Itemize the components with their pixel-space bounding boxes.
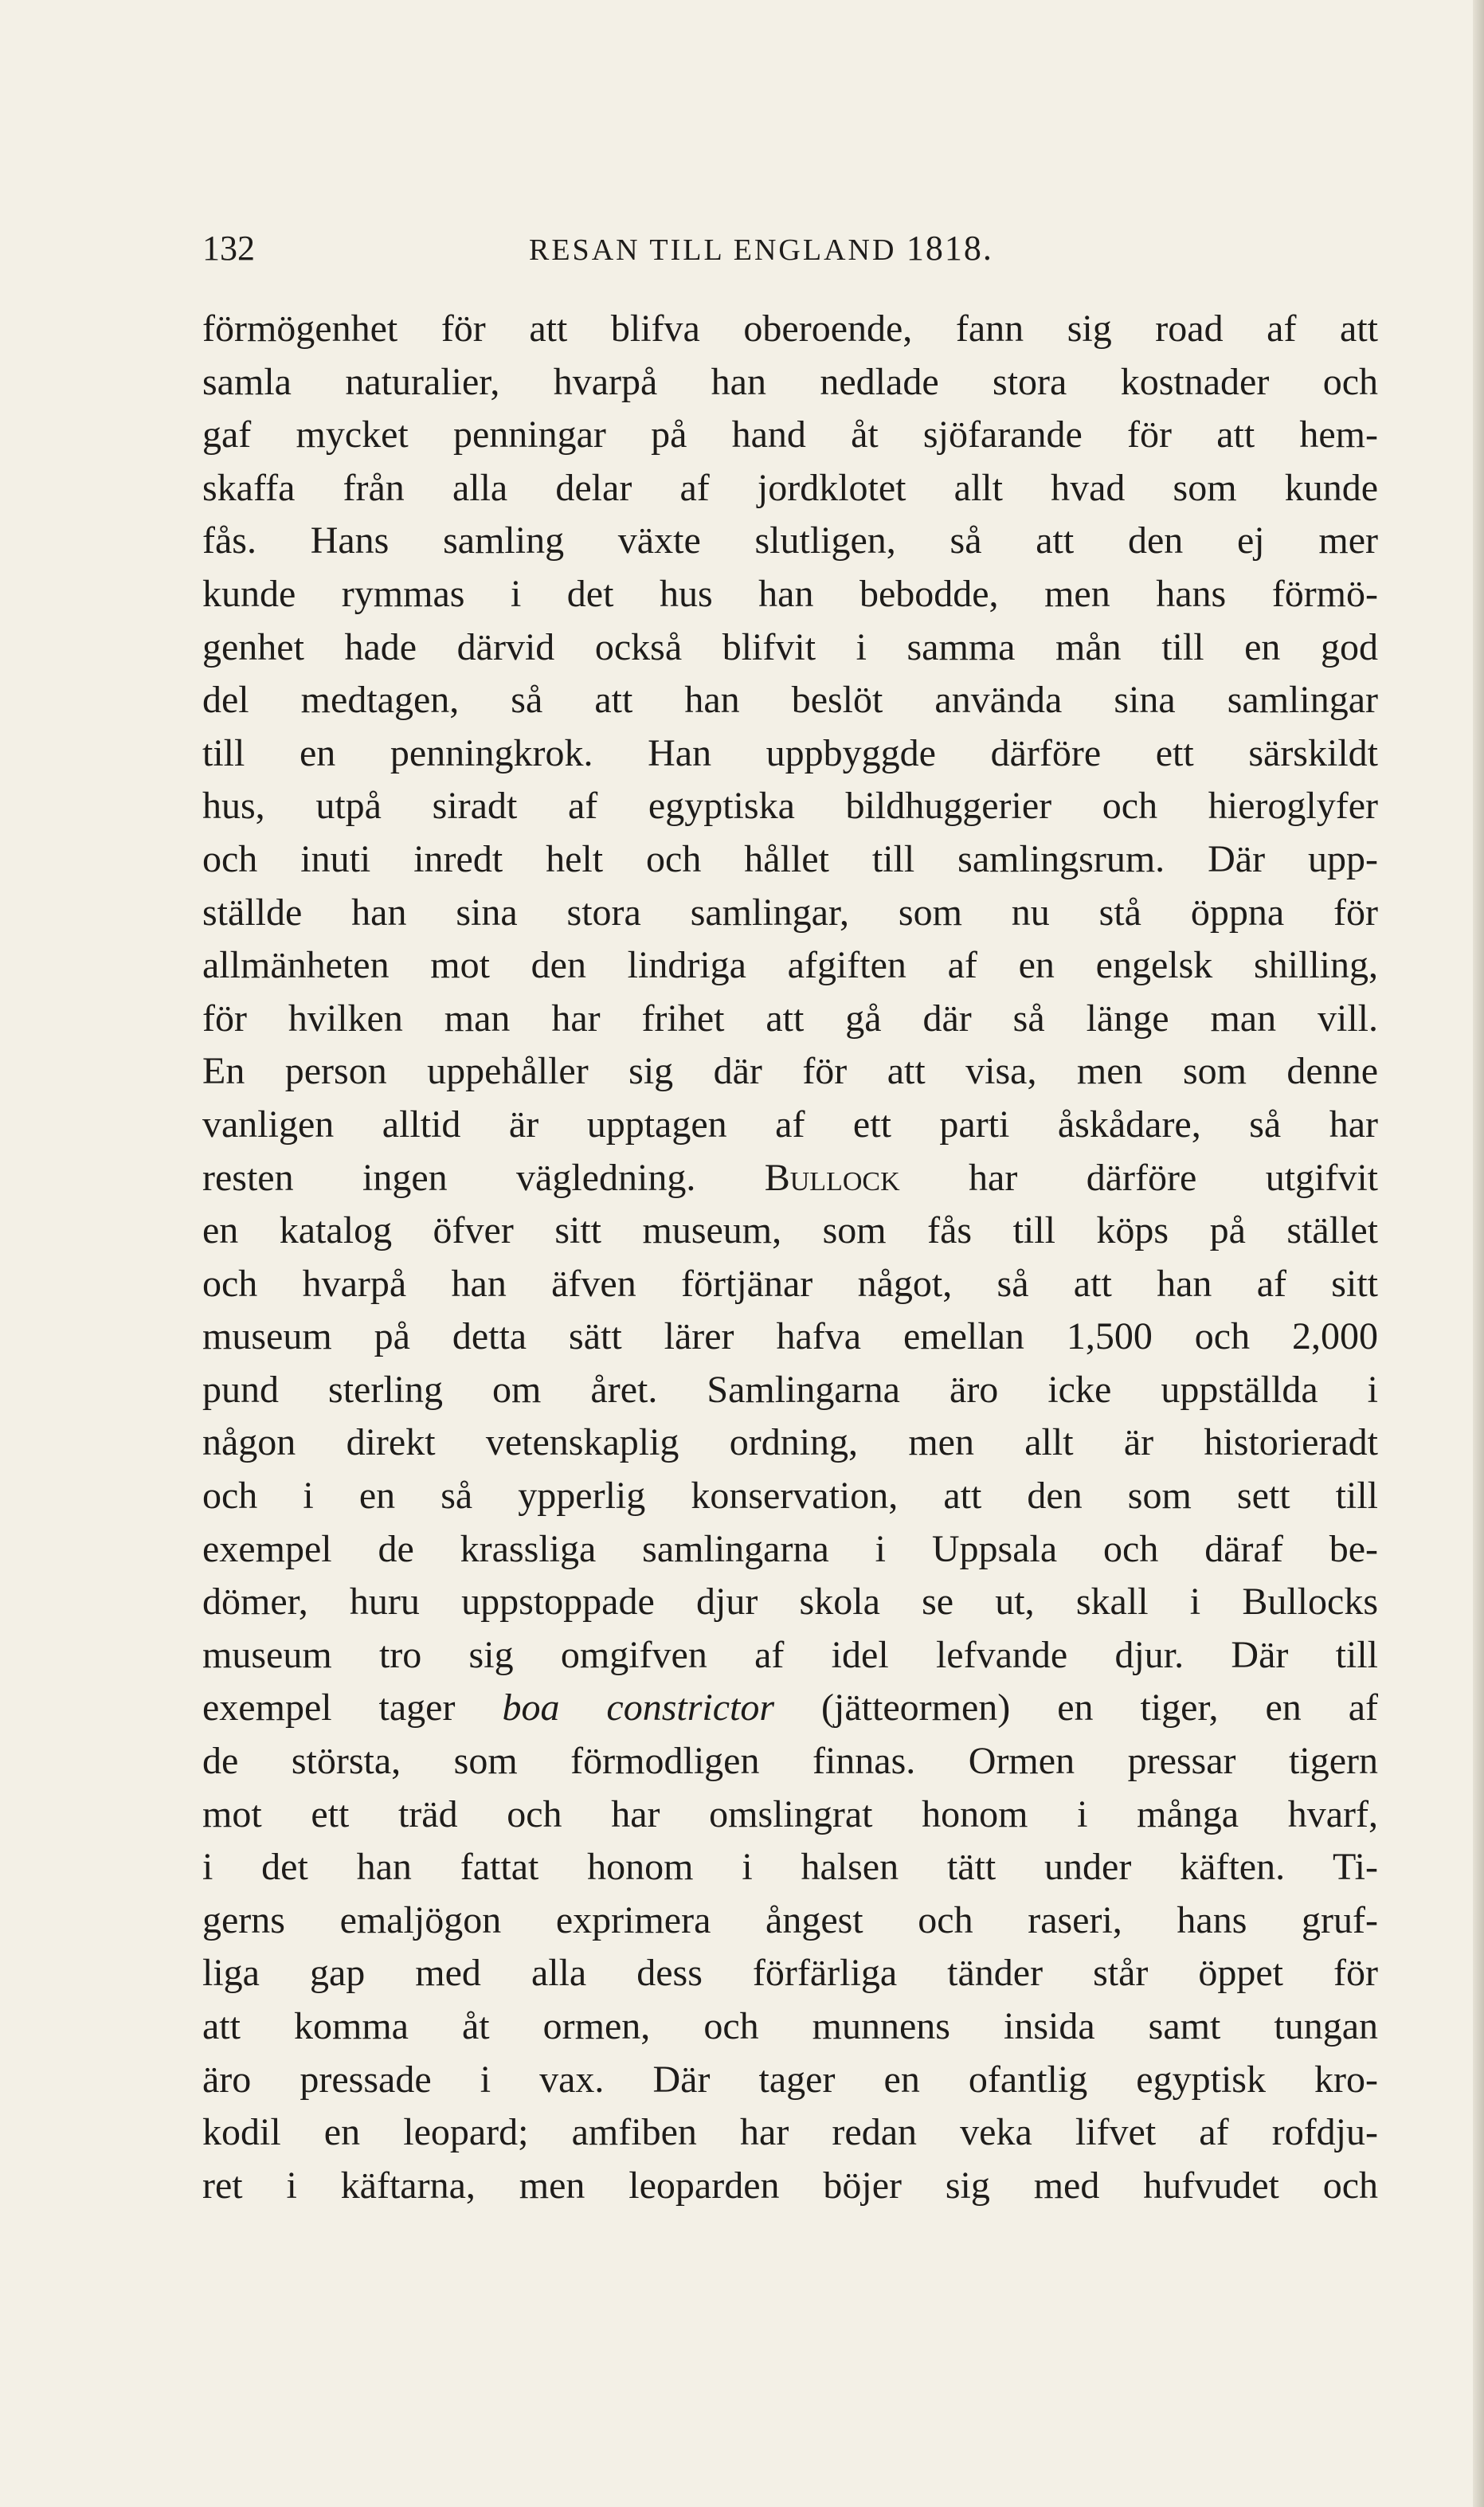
text-line: En person uppehåller sig där för att visa, men som denne <box>202 1050 1378 1093</box>
line-segment: resten ingen vägledning. <box>202 1156 696 1199</box>
text-line: för hvilken man har frihet att gå där så länge man vill. <box>202 997 1378 1040</box>
text-line: förmögenhet för att blifva oberoende, fann sig road af att <box>202 307 1378 350</box>
text-line: liga gap med alla dess förfärliga tänder står öppet för <box>202 1952 1378 1995</box>
text-line: exempel de krassliga samlingarna i Uppsala och däraf be- <box>202 1527 1378 1570</box>
text-line: hus, utpå siradt af egyptiska bildhuggerier och hieroglyfer <box>202 785 1378 828</box>
body-text <box>202 303 1378 2212</box>
running-title-year: 1818. <box>906 229 993 268</box>
text-line: fås. Hans samling växte slutligen, så att den ej mer <box>202 519 1378 562</box>
text-line: genhet hade därvid också blifvit i samma mån till en god <box>202 625 1378 668</box>
text-line: till en penningkrok. Han uppbyggde därföre ett särskildt <box>202 731 1378 774</box>
text-line: samla naturalier, hvarpå han nedlade stora kostnader och <box>202 360 1378 403</box>
text-line: och inuti inredt helt och hållet till samlingsrum. Där upp- <box>202 837 1378 880</box>
page-number: 132 <box>202 229 255 268</box>
text-line: pund sterling om året. Samlingarna äro icke uppställda i <box>202 1368 1378 1411</box>
text-line: gerns emaljögon exprimera ångest och raseri, hans gruf- <box>202 1898 1378 1941</box>
text-line-bullock <box>202 1152 1378 1205</box>
text-line: del medtagen, så att han beslöt använda sina samlingar <box>202 679 1378 722</box>
text-line: museum tro sig omgifven af idel lefvande djur. Där till <box>202 1633 1378 1676</box>
text-line: i det han fattat honom i halsen tätt under käften. Ti- <box>202 1846 1378 1889</box>
line-segment: exempel tager <box>202 1686 456 1729</box>
line-segment: har därföre utgifvit <box>969 1156 1378 1199</box>
text-line: äro pressade i vax. Där tager en ofantlig egyptisk kro- <box>202 2058 1378 2101</box>
text-line: mot ett träd och har omslingrat honom i många hvarf, <box>202 1792 1378 1835</box>
page-edge <box>1473 0 1484 2507</box>
text-line-boa <box>202 1682 1378 1735</box>
text-line: och hvarpå han äfven förtjänar något, så att han af sitt <box>202 1262 1378 1305</box>
species-name-italic: boa constrictor <box>502 1686 775 1729</box>
text-line: och i en så ypperlig konservation, att den som sett till <box>202 1475 1378 1518</box>
line-segment: (jätteormen) en tiger, en af <box>821 1686 1378 1729</box>
text-line: vanligen alltid är upptagen af ett parti åskådare, så har <box>202 1103 1378 1146</box>
text-line: dömer, huru uppstoppade djur skola se ut, skall i Bullocks <box>202 1581 1378 1624</box>
text-line: museum på detta sätt lärer hafva emellan 1,500 och 2,000 <box>202 1315 1378 1358</box>
text-line: att komma åt ormen, och munnens insida samt tungan <box>202 2005 1378 2047</box>
running-header <box>202 225 1378 272</box>
text-line: de största, som förmodligen finnas. Ormen pressar tigern <box>202 1740 1378 1783</box>
text-line: kunde rymmas i det hus han bebodde, men hans förmö- <box>202 572 1378 615</box>
text-line: gaf mycket penningar på hand åt sjöfarande för att hem- <box>202 413 1378 456</box>
author-name-smallcaps: Bullock <box>764 1156 900 1199</box>
text-line: en katalog öfver sitt museum, som fås till köps på stället <box>202 1209 1378 1252</box>
running-title-text: RESAN TILL ENGLAND <box>529 233 897 267</box>
text-line: ret i käftarna, men leoparden böjer sig med hufvudet och <box>202 2164 1378 2207</box>
text-line: kodil en leopard; amfiben har redan veka lifvet af rofdju- <box>202 2111 1378 2154</box>
text-line: någon direkt vetenskaplig ordning, men allt är historieradt <box>202 1421 1378 1464</box>
text-line: skaffa från alla delar af jordklotet allt hvad som kunde <box>202 466 1378 509</box>
running-title <box>529 225 993 274</box>
text-line: ställde han sina stora samlingar, som nu stå öppna för <box>202 891 1378 934</box>
text-line: allmänheten mot den lindriga afgiften af en engelsk shilling, <box>202 944 1378 987</box>
